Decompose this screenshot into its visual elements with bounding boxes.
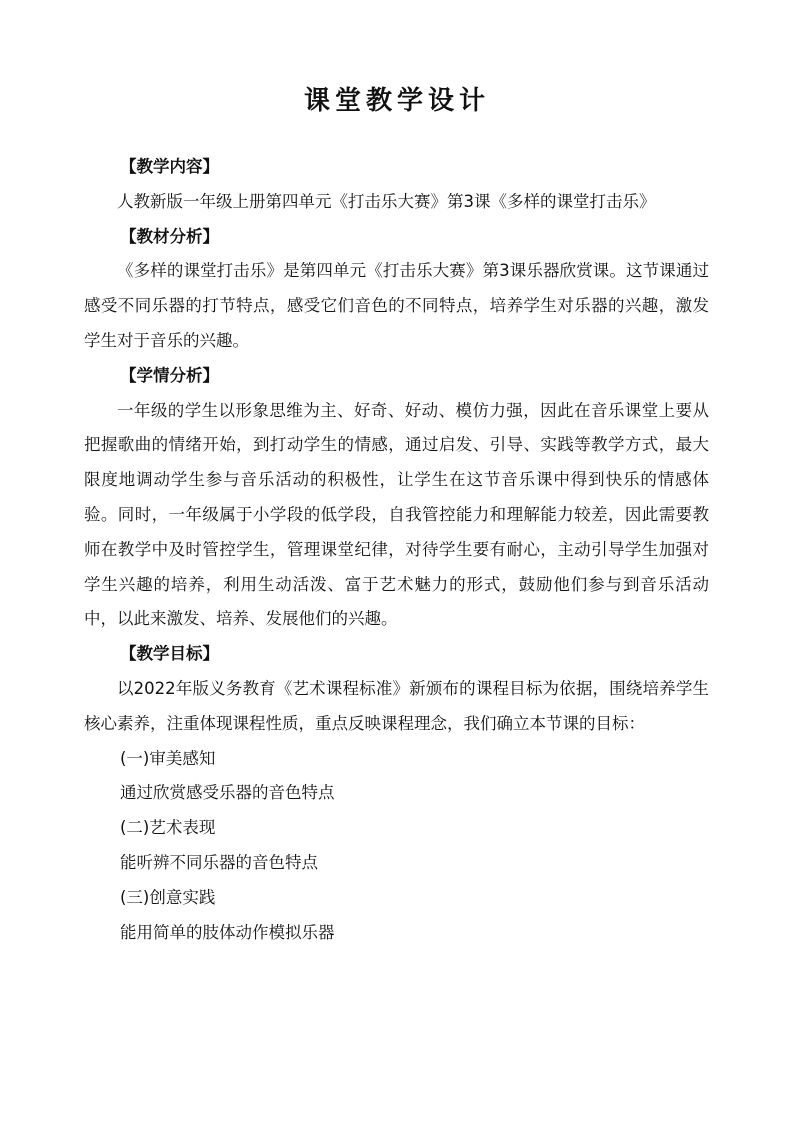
goal-item: 能用简单的肢体动作模拟乐器 <box>120 922 335 942</box>
section-text-content: 人教新版一年级上册第四单元《打击乐大赛》第3课《多样的课堂打击乐》 <box>117 191 656 211</box>
section-text-goals: 以2022年版义务教育《艺术课程标准》新颁布的课程目标为依据，围绕培养学生核心素养，注重体现课程性质，重点反映课程理念，我们确立本节课的目标： <box>84 678 709 733</box>
document-body <box>84 150 709 950</box>
goal-item: 能听辨不同乐器的音色特点 <box>120 852 318 872</box>
section-heading-analysis: 【教材分析】 <box>120 226 219 246</box>
goal-item: (二)艺术表现 <box>120 818 216 838</box>
section-heading-goals: 【教学目标】 <box>120 644 219 664</box>
page-title: 课堂教学设计 <box>303 86 490 116</box>
section-text-analysis: 《多样的课堂打击乐》是第四单元《打击乐大赛》第3课乐器欣赏课。这节课通过感受不同乐器的打节特点，感受它们音色的不同特点，培养学生对乐器的兴趣，激发学生对于音乐的兴趣。 <box>84 261 709 350</box>
section-heading-students: 【学情分析】 <box>120 365 219 385</box>
goal-item: 通过欣赏感受乐器的音色特点 <box>120 783 335 803</box>
goal-item: (一)审美感知 <box>120 748 216 768</box>
goal-item: (三)创意实践 <box>120 887 216 907</box>
section-text-students: 一年级的学生以形象思维为主、好奇、好动、模仿力强，因此在音乐课堂上要从把握歌曲的情绪开始，到打动学生的情感，通过启发、引导、实践等教学方式，最大限度地调动学生参与音乐活动的积极性，让学生在这节音乐课中得到快乐的情感体验。同时，一年级属于小学段的低学段，自我管控能力和理解能力较差，因此需要教师在教学中及时管控学生，管理课堂纪律，对待学生要有耐心，主动引导学生加强对学生兴趣的培养，利用生动活泼、富于艺术魅力的形式，鼓励他们参与到音乐活动中，以此来激发、培养、发展他们的兴趣。 <box>84 400 709 629</box>
section-heading-content: 【教学内容】 <box>120 157 219 176</box>
